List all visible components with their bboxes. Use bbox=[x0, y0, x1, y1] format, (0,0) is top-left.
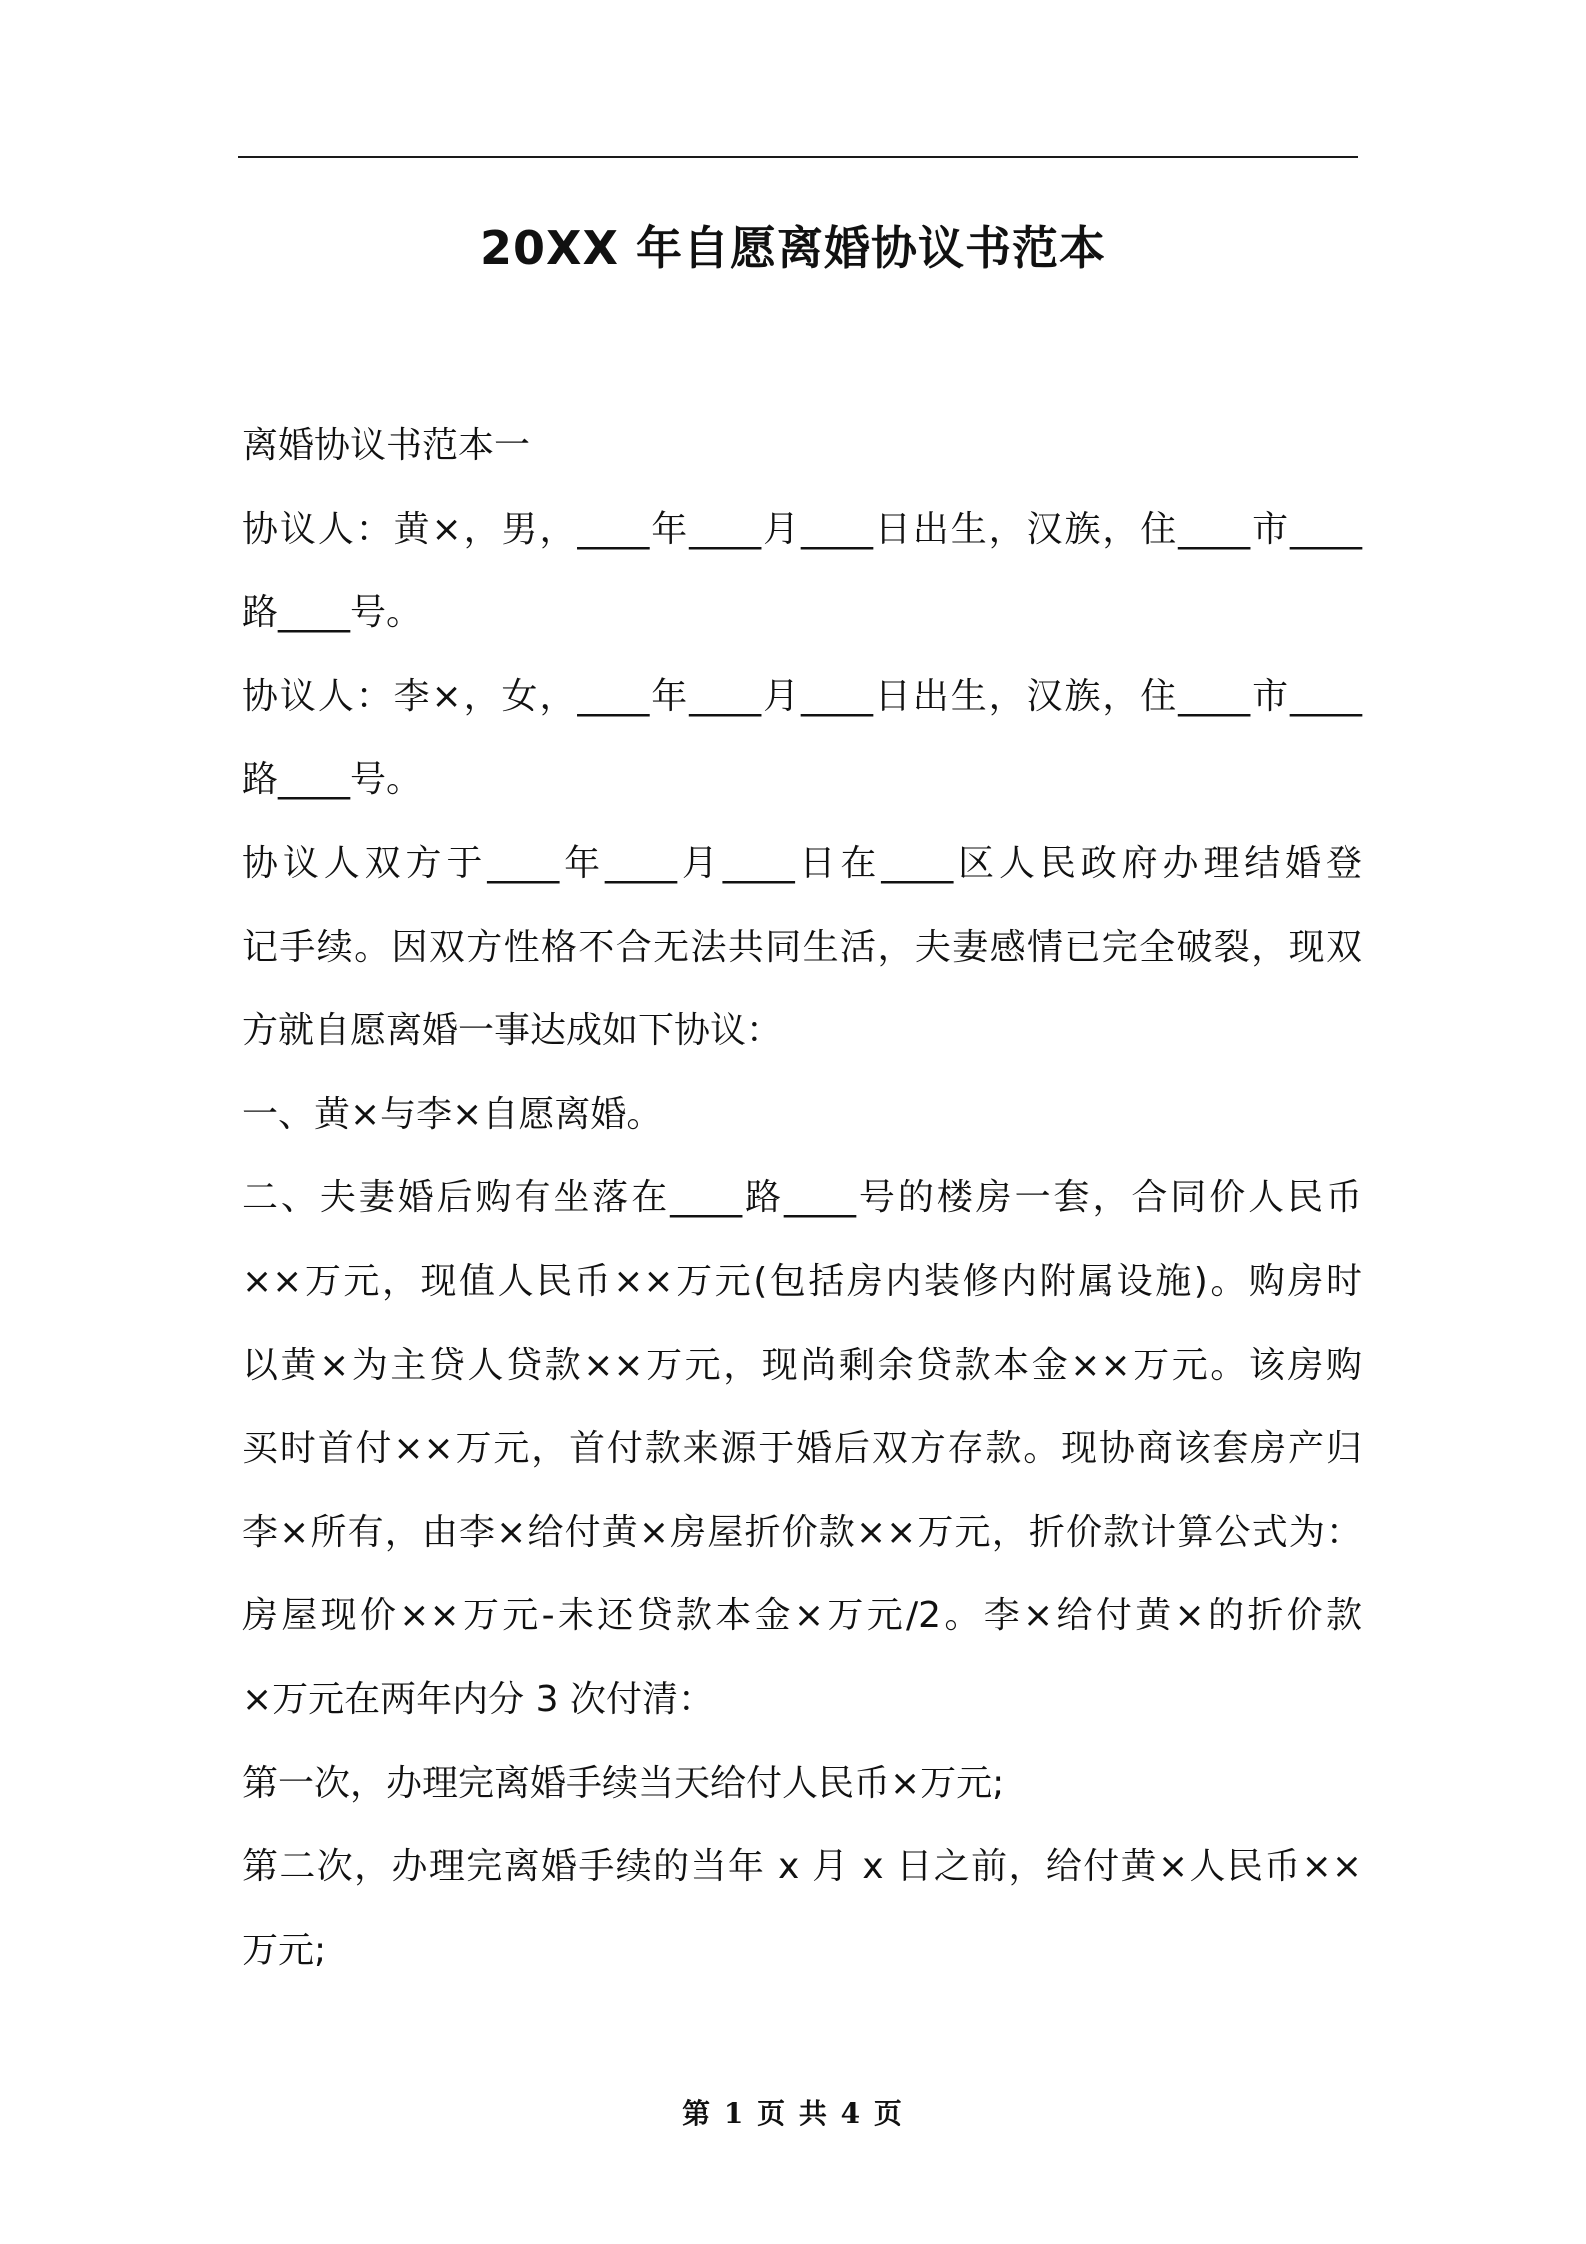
body-line: 协议人双方于____年____月____日在____区人民政府办理结婚登 bbox=[242, 842, 1362, 884]
body-line: ××万元，现值人民币××万元(包括房内装修内附属设施)。购房时 bbox=[242, 1260, 1362, 1302]
body-line: 方就自愿离婚一事达成如下协议： bbox=[242, 1010, 783, 1052]
body-line: 李×所有，由李×给付黄×房屋折价款××万元，折价款计算公式为： bbox=[242, 1511, 1362, 1553]
body-line: ×万元在两年内分 3 次付清： bbox=[242, 1678, 714, 1720]
body-line: 万元; bbox=[242, 1929, 327, 1971]
body-line: 以黄×为主贷人贷款××万元，现尚剩余贷款本金××万元。该房购 bbox=[242, 1344, 1362, 1386]
document-body bbox=[242, 404, 1362, 1992]
body-line: 记手续。因双方性格不合无法共同生活，夫妻感情已完全破裂，现双 bbox=[242, 926, 1362, 968]
body-line: 二、夫妻婚后购有坐落在____路____号的楼房一套，合同价人民币 bbox=[242, 1177, 1362, 1219]
body-line: 协议人：李×，女，____年____月____日出生，汉族，住____市____ bbox=[242, 675, 1362, 717]
body-line: 第一次，办理完离婚手续当天给付人民币×万元; bbox=[242, 1762, 1005, 1804]
body-line: 一、黄×与李×自愿离婚。 bbox=[242, 1093, 663, 1135]
body-line: 路____号。 bbox=[242, 759, 423, 801]
body-line: 协议人：黄×，男，____年____月____日出生，汉族，住____市____ bbox=[242, 508, 1362, 550]
body-line: 路____号。 bbox=[242, 592, 423, 634]
body-line: 离婚协议书范本一 bbox=[242, 425, 531, 466]
body-line: 买时首付××万元，首付款来源于婚后双方存款。现协商该套房产归 bbox=[242, 1428, 1362, 1470]
page-footer: 第 1 页 共 4 页 bbox=[682, 2097, 904, 2130]
body-line: 第二次，办理完离婚手续的当年 x 月 x 日之前，给付黄×人民币×× bbox=[242, 1846, 1362, 1888]
header-divider bbox=[238, 156, 1358, 158]
document-title: 20XX 年自愿离婚协议书范本 bbox=[480, 221, 1106, 275]
body-line: 房屋现价××万元-未还贷款本金×万元/2。李×给付黄×的折价款 bbox=[242, 1595, 1362, 1637]
